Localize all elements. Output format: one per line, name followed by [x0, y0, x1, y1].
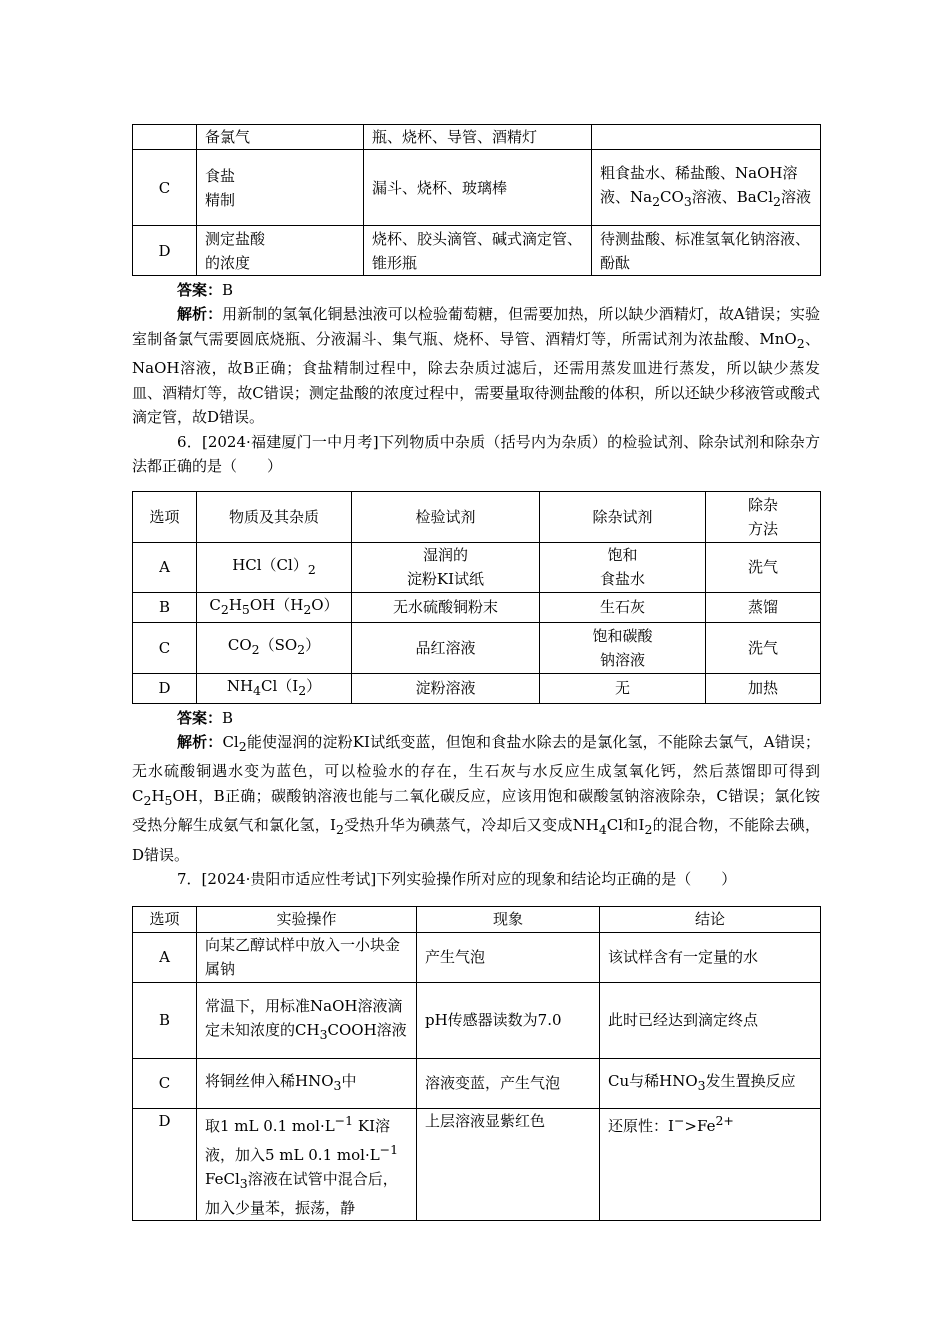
table-q7 [132, 906, 821, 1221]
table-row [133, 150, 821, 226]
header-cell: 现象 [417, 906, 600, 932]
q6-analysis [132, 730, 820, 868]
table-cell: B [133, 982, 197, 1058]
table-cell: 向某乙醇试样中放入一小块金属钠 [197, 932, 417, 982]
header-cell: 除杂试剂 [540, 491, 706, 542]
table-row [133, 622, 821, 673]
table-cell: 该试样含有一定量的水 [600, 932, 821, 982]
cell-experiment: 备氯气 [197, 125, 364, 150]
table-row [133, 1108, 821, 1220]
q7-stem: 7．[2024·贵阳市适应性考试]下列实验操作所对应的现象和结论均正确的是（ ） [177, 870, 737, 888]
table-cell: D [133, 1108, 197, 1220]
table-cell: A [133, 932, 197, 982]
header-cell: 物质及其杂质 [197, 491, 352, 542]
table-row [133, 673, 821, 703]
table-cell: C [133, 1058, 197, 1108]
table-cell: 饱和碳酸 钠溶液 [540, 622, 706, 673]
cell-instruments: 烧杯、胶头滴管、碱式滴定管、锥形瓶 [364, 226, 592, 276]
table-row [133, 592, 821, 622]
cell-reagents [592, 125, 821, 150]
header-cell: 选项 [133, 491, 197, 542]
analysis-label: 解析： [177, 305, 223, 323]
table-cell: $C_2H_5OH(H_2O)$ [197, 592, 352, 622]
cell-experiment: 食盐 精制 [197, 150, 364, 226]
page-content [132, 124, 820, 1221]
header-cell: 除杂 方法 [706, 491, 821, 542]
table-header-row [133, 906, 821, 932]
table-cell: 无水硫酸铜粉末 [352, 592, 540, 622]
q5-analysis [132, 302, 820, 430]
table-cell: A [133, 542, 197, 592]
table-cell: 将铜丝伸入稀$HNO_3$中 [197, 1058, 417, 1108]
table-row [133, 982, 821, 1058]
table-cell: 生石灰 [540, 592, 706, 622]
table-cell: pH传感器读数为7.0 [417, 982, 600, 1058]
table-cell: 洗气 [706, 622, 821, 673]
cell-instruments: 瓶、烧杯、导管、酒精灯 [364, 125, 592, 150]
cell-experiment: 测定盐酸 的浓度 [197, 226, 364, 276]
analysis-text: 用新制的氢氧化铜悬浊液可以检验葡萄糖，但需要加热，所以缺少酒精灯，故A错误；实验室制备氯气需要圆底烧瓶、分液漏斗、集气瓶、烧杯、导管、酒精灯等，所需试剂为浓盐酸、MnO$_2$、NaOH溶液，故B正确；食盐精制过程中，除去杂质过滤后，还需用蒸发皿进行蒸发，所以缺少蒸发皿、酒精灯等，故C错误；测定盐酸的浓度过程中，需要量取待测盐酸的体积，所以还缺少移液管或酸式滴定管，故D错误。 [132, 305, 820, 426]
table-row [133, 226, 821, 276]
table-q6 [132, 491, 821, 704]
cell-reagents: 粗食盐水、稀盐酸、NaOH溶液、$Na_2CO_3$溶液、BaCl$_2$溶液 [592, 150, 821, 226]
table-cell: 淀粉溶液 [352, 673, 540, 703]
table-cell: 饱和 食盐水 [540, 542, 706, 592]
table-cell: 此时已经达到滴定终点 [600, 982, 821, 1058]
header-cell: 实验操作 [197, 906, 417, 932]
cell-option [133, 125, 197, 150]
table-cell: 湿润的 淀粉KI试纸 [352, 542, 540, 592]
table-q5-continued [132, 124, 821, 276]
table-cell: 还原性：$I^->Fe^{2+}$ [600, 1108, 821, 1220]
table-cell: 蒸馏 [706, 592, 821, 622]
q5-answer [132, 278, 820, 302]
table-cell: 产生气泡 [417, 932, 600, 982]
table-cell: 常温下，用标准NaOH溶液滴定未知浓度的$CH_3COOH$溶液 [197, 982, 417, 1058]
table-cell: 无 [540, 673, 706, 703]
table-row [133, 542, 821, 592]
cell-instruments: 漏斗、烧杯、玻璃棒 [364, 150, 592, 226]
table-row [133, 932, 821, 982]
table-row [133, 125, 821, 150]
header-cell: 检验试剂 [352, 491, 540, 542]
table-cell: C [133, 622, 197, 673]
answer-value: B [222, 281, 234, 299]
answer-label: 答案： [177, 281, 223, 299]
answer-label: 答案： [177, 708, 223, 727]
q6-stem: 6．[2024·福建厦门一中月考]下列物质中杂质（括号内为杂质）的检验试剂、除杂试剂和除杂方法都正确的是（ ） [132, 432, 820, 475]
table-cell: D [133, 673, 197, 703]
table-cell: $HCl(Cl)_2$ [197, 542, 352, 592]
analysis-label: 解析： [177, 732, 223, 751]
table-cell: 取1 mL 0.1 $mol\cdot L^{-1}$ KI溶液，加入5 mL 0.1 $mol\cdot L^{-1}$ FeCl$_3$溶液在试管中混合后，加入少量苯，振荡，静 [197, 1108, 417, 1220]
table-cell: $NH_4Cl(I_2)$ [197, 673, 352, 703]
table-header-row [133, 491, 821, 542]
q6-answer [132, 706, 820, 730]
table-cell: 品红溶液 [352, 622, 540, 673]
header-cell: 结论 [600, 906, 821, 932]
analysis-text: $Cl_2$能使湿润的淀粉KI试纸变蓝，但饱和食盐水除去的是氯化氢，不能除去氯气，A错误；无水硫酸铜遇水变为蓝色，可以检验水的存在，生石灰与水反应生成氢氧化钙，然后蒸馏即可得到$C_2H_5OH$，B正确；碳酸钠溶液也能与二氧化碳反应，应该用饱和碳酸氢钠溶液除杂，C错误；氯化铵受热分解生成氨气和氯化氢，$I_2$受热升华为碘蒸气，冷却后又变成$NH_4Cl$和$I_2$的混合物，不能除去碘，D错误。 [132, 732, 820, 864]
table-cell: 加热 [706, 673, 821, 703]
table-cell: B [133, 592, 197, 622]
header-cell: 选项 [133, 906, 197, 932]
answer-value: B [222, 708, 234, 727]
table-cell: 上层溶液显紫红色 [417, 1108, 600, 1220]
table-cell: Cu与稀$HNO_3$发生置换反应 [600, 1058, 821, 1108]
table-cell: $CO_2(SO_2)$ [197, 622, 352, 673]
cell-option: C [133, 150, 197, 226]
table-cell: 溶液变蓝，产生气泡 [417, 1058, 600, 1108]
table-row [133, 1058, 821, 1108]
table-cell: 洗气 [706, 542, 821, 592]
cell-option: D [133, 226, 197, 276]
cell-reagents: 待测盐酸、标准氢氧化钠溶液、酚酞 [592, 226, 821, 276]
